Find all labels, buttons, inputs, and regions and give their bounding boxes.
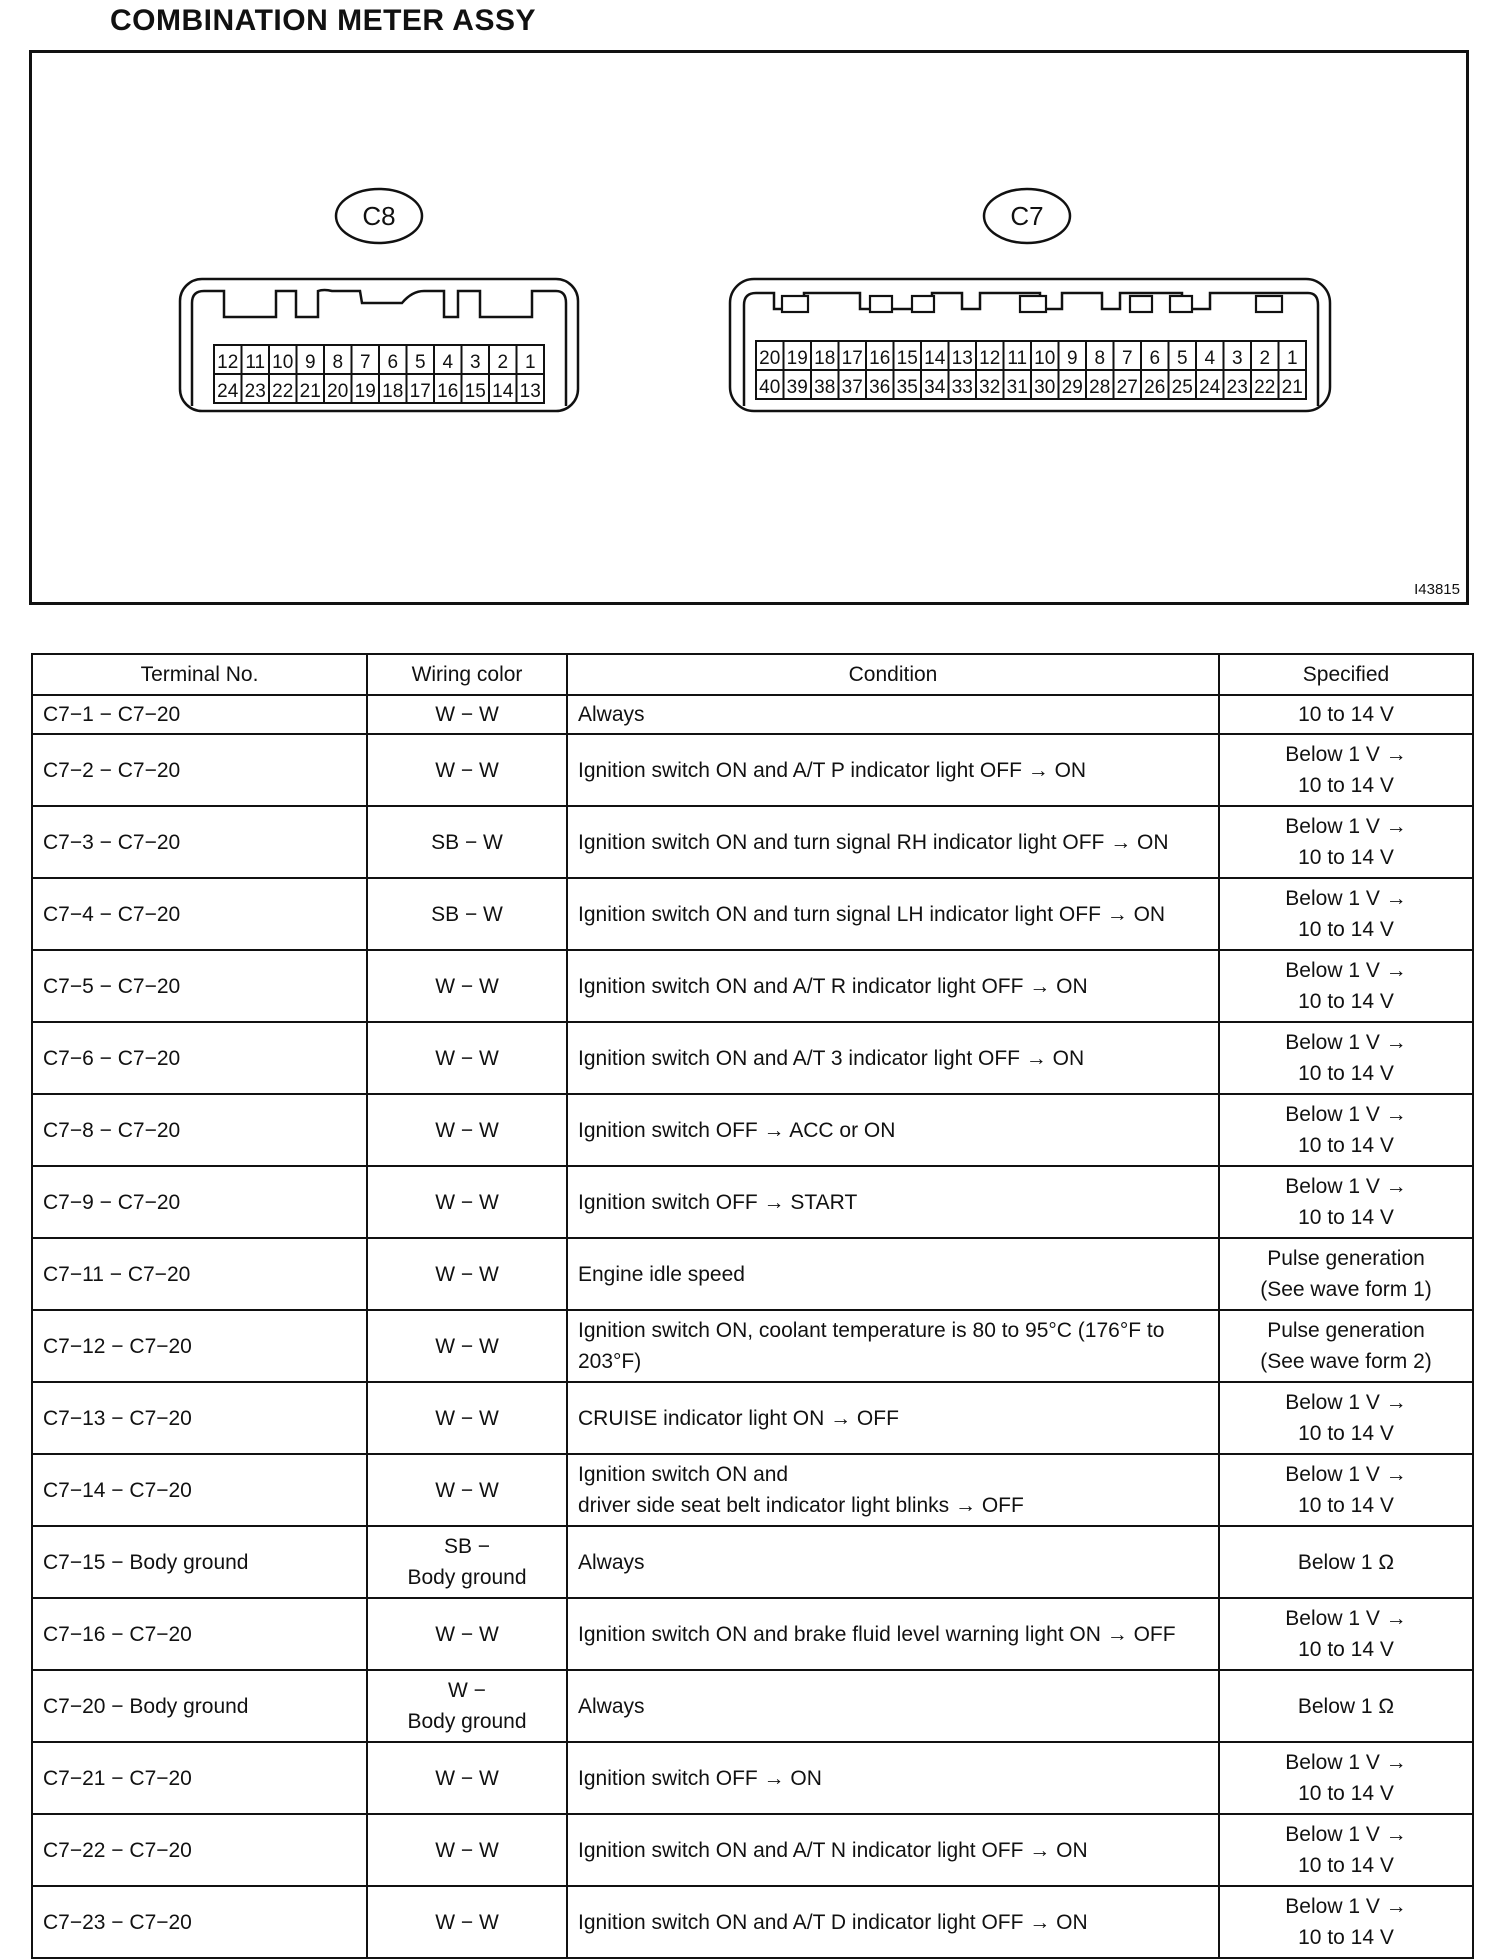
pin-number: 28 [1089,377,1111,398]
pin-number: 17 [841,348,863,369]
table-row [32,1310,1473,1382]
pin-number: 7 [1121,348,1133,369]
cell-wiring-color [367,1886,567,1958]
cell-condition [567,950,1219,1022]
cell-terminal-text: C7−21 − C7−20 [43,1766,192,1790]
cell-terminal [32,1310,367,1382]
cell-condition [567,1022,1219,1094]
cell-specified [1219,878,1473,950]
cell-wiring-color [367,878,567,950]
cell-wiring-color-text: W − W [435,1190,499,1214]
cell-specified-text: Below 1 V → [1285,1895,1407,1918]
cell-condition-text: Ignition switch ON and A/T N indicator light OFF → ON [578,1838,1088,1862]
pin-number: 9 [1066,348,1078,369]
cell-terminal [32,1814,367,1886]
cell-wiring-color-text: SB − W [431,902,503,926]
cell-condition [567,1238,1219,1310]
pin-number: 19 [786,348,808,369]
cell-condition-text: Ignition switch ON and A/T R indicator light OFF → ON [578,974,1088,998]
cell-specified-text: 10 to 14 V [1298,1926,1394,1949]
cell-condition [567,878,1219,950]
cell-specified-text: Below 1 V → [1285,1031,1407,1054]
pin-number: 33 [951,377,973,398]
cell-wiring-color [367,1814,567,1886]
cell-specified-text: 10 to 14 V [1298,1782,1394,1805]
cell-wiring-color [367,1022,567,1094]
cell-specified [1219,734,1473,806]
terminal-spec-table [31,653,1474,1959]
pin-number: 20 [759,348,781,369]
cell-condition [567,734,1219,806]
pin-number: 8 [332,352,344,373]
cell-specified-text: 10 to 14 V [1298,774,1394,797]
cell-wiring-color-text: W − W [435,1046,499,1070]
cell-condition [567,1454,1219,1526]
cell-wiring-color [367,695,567,734]
cell-terminal-text: C7−8 − C7−20 [43,1118,181,1142]
cell-wiring-color-text: W − W [435,1766,499,1790]
cell-wiring-color-text: Body ground [407,1566,527,1589]
cell-specified-text: 10 to 14 V [1298,1422,1394,1445]
cell-wiring-color [367,1670,567,1742]
pin-number: 7 [359,352,371,373]
cell-condition [567,1886,1219,1958]
cell-specified [1219,1238,1473,1310]
cell-specified [1219,1814,1473,1886]
cell-terminal-text: C7−22 − C7−20 [43,1838,192,1862]
pin-number: 4 [1204,348,1216,369]
pin-number: 12 [217,352,239,373]
pin-number: 16 [869,348,891,369]
cell-specified [1219,1454,1473,1526]
cell-specified-text: Below 1 V → [1285,1391,1407,1414]
pin-number: 15 [896,348,918,369]
cell-terminal-text: C7−14 − C7−20 [43,1478,192,1502]
cell-terminal-text: C7−13 − C7−20 [43,1406,192,1430]
pin-number: 22 [272,381,294,402]
pin-number: 21 [299,381,321,402]
header-condition: Condition [567,654,1219,695]
cell-terminal [32,1382,367,1454]
cell-terminal [32,950,367,1022]
cell-condition-text: Ignition switch ON, coolant temperature is 80 to 95°C (176°F to 203°F) [578,1319,1165,1373]
pin-number: 16 [437,381,459,402]
cell-specified [1219,1094,1473,1166]
cell-specified-text: 10 to 14 V [1298,1134,1394,1157]
cell-terminal [32,1742,367,1814]
cell-terminal-text: C7−23 − C7−20 [43,1910,192,1934]
pin-number: 10 [1034,348,1056,369]
pin-number: 29 [1061,377,1083,398]
table-row [32,1670,1473,1742]
cell-terminal [32,1238,367,1310]
cell-specified-text: Below 1 V → [1285,1175,1407,1198]
cell-condition-text: Ignition switch ON and A/T D indicator light OFF → ON [578,1910,1088,1934]
pin-number: 11 [245,352,266,373]
cell-condition-text: Ignition switch ON and A/T 3 indicator light OFF → ON [578,1046,1085,1070]
table-row [32,1526,1473,1598]
cell-specified [1219,1382,1473,1454]
cell-wiring-color-text: Body ground [407,1710,527,1733]
pin-number: 14 [924,348,946,369]
pin-number: 1 [1286,348,1298,369]
cell-condition [567,1598,1219,1670]
cell-condition [567,1094,1219,1166]
cell-terminal-text: C7−2 − C7−20 [43,758,181,782]
cell-terminal-text: C7−12 − C7−20 [43,1334,192,1358]
cell-specified-text: 10 to 14 V [1298,990,1394,1013]
cell-condition [567,1670,1219,1742]
cell-specified-text: 10 to 14 V [1298,1206,1394,1229]
cell-wiring-color-text: W − W [435,1262,499,1286]
cell-condition-text: Ignition switch OFF → ON [578,1766,822,1790]
pin-number: 23 [244,381,266,402]
cell-condition [567,1742,1219,1814]
cell-wiring-color [367,1238,567,1310]
cell-specified-text: 10 to 14 V [1298,846,1394,869]
cell-specified [1219,806,1473,878]
cell-wiring-color [367,1454,567,1526]
cell-terminal [32,1022,367,1094]
cell-condition [567,1814,1219,1886]
pin-number: 2 [497,352,509,373]
cell-terminal-text: C7−20 − Body ground [43,1694,249,1718]
cell-specified-text: Below 1 V → [1285,1607,1407,1630]
cell-condition-text: Ignition switch ON and [578,1463,789,1486]
connector-c8 [180,189,578,411]
cell-specified [1219,1526,1473,1598]
cell-terminal [32,1166,367,1238]
figure-code: I43815 [1414,581,1460,598]
pin-number: 18 [382,381,404,402]
cell-specified [1219,1670,1473,1742]
cell-wiring-color-text: W − W [435,758,499,782]
pin-number: 30 [1034,377,1056,398]
cell-wiring-color-text: W − W [435,703,499,726]
cell-condition-text: Ignition switch ON and brake fluid level warning light ON → OFF [578,1622,1176,1646]
pin-number: 34 [924,377,946,398]
pin-number: 21 [1281,377,1303,398]
cell-wiring-color-text: SB − W [431,830,503,854]
cell-wiring-color-text: W − W [435,1910,499,1934]
connector-diagram [32,53,1466,602]
cell-specified [1219,1166,1473,1238]
cell-terminal-text: C7−6 − C7−20 [43,1046,181,1070]
cell-specified [1219,1310,1473,1382]
cell-terminal-text: C7−1 − C7−20 [43,703,181,726]
cell-condition [567,1166,1219,1238]
cell-condition-text: Always [578,1550,645,1574]
cell-wiring-color [367,1742,567,1814]
cell-specified-text: 10 to 14 V [1298,918,1394,941]
cell-wiring-color-text: W − W [435,1838,499,1862]
cell-specified-text: 10 to 14 V [1298,703,1394,726]
table-row [32,1742,1473,1814]
pin-number: 5 [1176,348,1188,369]
table-row [32,1166,1473,1238]
cell-wiring-color [367,1526,567,1598]
pin-number: 35 [896,377,918,398]
pin-number: 32 [979,377,1001,398]
pin-number: 1 [524,352,536,373]
table-row [32,1814,1473,1886]
cell-terminal [32,1670,367,1742]
pin-number: 26 [1144,377,1166,398]
pin-number: 6 [1149,348,1161,369]
pin-number: 40 [759,377,781,398]
pin-number: 36 [869,377,891,398]
cell-wiring-color-text: W − W [435,1478,499,1502]
pin-number: 9 [304,352,316,373]
cell-condition-text: Always [578,703,645,726]
cell-terminal [32,1886,367,1958]
table-row [32,1382,1473,1454]
cell-terminal-text: C7−11 − C7−20 [43,1262,191,1286]
cell-wiring-color-text: W − W [435,1118,499,1142]
cell-specified-text: Pulse generation [1267,1319,1425,1342]
cell-specified-text: Below 1 Ω [1297,1694,1395,1718]
cell-wiring-color [367,1598,567,1670]
pin-number: 27 [1116,377,1138,398]
pin-number: 15 [464,381,486,402]
cell-wiring-color [367,1310,567,1382]
cell-specified-text: Below 1 V → [1285,815,1407,838]
pin-number: 14 [492,381,514,402]
cell-terminal [32,695,367,734]
cell-specified-text: Below 1 V → [1285,1751,1407,1774]
pin-number: 10 [272,352,294,373]
cell-specified-text: (See wave form 2) [1260,1350,1432,1373]
connector-c8-label: C8 [362,201,396,231]
pin-number: 23 [1226,377,1248,398]
cell-terminal [32,1598,367,1670]
cell-terminal [32,806,367,878]
cell-condition [567,695,1219,734]
pin-number: 4 [442,352,454,373]
pin-number: 18 [814,348,836,369]
cell-condition-text: driver side seat belt indicator light blinks → OFF [578,1494,1024,1517]
pin-number: 24 [217,381,239,402]
cell-terminal [32,1094,367,1166]
cell-condition [567,1310,1219,1382]
cell-wiring-color-text: SB − [443,1535,491,1558]
cell-condition-text: Ignition switch OFF → START [578,1190,858,1214]
cell-condition [567,1382,1219,1454]
cell-condition-text: Ignition switch ON and turn signal RH indicator light OFF → ON [578,830,1169,854]
pin-number: 20 [327,381,349,402]
cell-specified [1219,695,1473,734]
cell-specified-text: Pulse generation [1267,1247,1425,1270]
pin-number: 37 [841,377,863,398]
connector-figure [29,50,1469,605]
cell-terminal-text: C7−4 − C7−20 [43,902,181,926]
table-row [32,806,1473,878]
cell-specified [1219,1886,1473,1958]
cell-specified-text: 10 to 14 V [1298,1854,1394,1877]
cell-terminal-text: C7−9 − C7−20 [43,1190,181,1214]
cell-condition-text: Ignition switch ON and turn signal LH indicator light OFF → ON [578,902,1166,926]
cell-condition-text: Always [578,1694,645,1718]
table-row [32,1022,1473,1094]
cell-terminal [32,1454,367,1526]
cell-condition [567,806,1219,878]
header-terminal: Terminal No. [32,654,367,695]
cell-terminal [32,734,367,806]
pin-number: 25 [1171,377,1193,398]
cell-specified [1219,1742,1473,1814]
cell-terminal-text: C7−15 − Body ground [43,1550,249,1574]
table-row [32,1598,1473,1670]
cell-wiring-color-text: W − W [435,1622,499,1646]
cell-specified-text: (See wave form 1) [1260,1278,1432,1301]
pin-number: 24 [1199,377,1221,398]
pin-number: 6 [387,352,399,373]
cell-condition-text: Ignition switch OFF → ACC or ON [578,1118,896,1142]
cell-wiring-color [367,950,567,1022]
cell-specified-text: Below 1 Ω [1297,1550,1395,1574]
connector-c7-label: C7 [1010,201,1044,231]
cell-wiring-color [367,806,567,878]
pin-number: 8 [1094,348,1106,369]
pin-number: 22 [1254,377,1276,398]
pin-number: 3 [1231,348,1243,369]
table-row [32,1886,1473,1958]
table-row [32,695,1473,734]
cell-specified [1219,1022,1473,1094]
cell-specified-text: Below 1 V → [1285,743,1407,766]
cell-terminal-text: C7−5 − C7−20 [43,974,181,998]
cell-specified-text: Below 1 V → [1285,1463,1407,1486]
cell-terminal-text: C7−3 − C7−20 [43,830,181,854]
cell-wiring-color-text: W − [448,1679,486,1702]
cell-wiring-color [367,1094,567,1166]
cell-specified-text: 10 to 14 V [1298,1494,1394,1517]
pin-number: 5 [414,352,426,373]
pin-number: 11 [1007,348,1028,369]
table-row [32,1094,1473,1166]
cell-condition-text: Engine idle speed [578,1262,745,1286]
table-row [32,1238,1473,1310]
pin-number: 13 [951,348,973,369]
cell-specified-text: 10 to 14 V [1298,1638,1394,1661]
page-title: COMBINATION METER ASSY [110,4,537,37]
header-wiring-color: Wiring color [367,654,567,695]
cell-condition-text: CRUISE indicator light ON → OFF [578,1406,899,1430]
cell-specified [1219,1598,1473,1670]
pin-number: 31 [1006,377,1028,398]
cell-wiring-color-text: W − W [435,1334,499,1358]
cell-condition [567,1526,1219,1598]
pin-number: 13 [519,381,541,402]
cell-specified [1219,950,1473,1022]
cell-specified-text: 10 to 14 V [1298,1062,1394,1085]
cell-condition-text: Ignition switch ON and A/T P indicator light OFF → ON [578,758,1087,782]
cell-terminal [32,878,367,950]
pin-number: 39 [786,377,808,398]
table-row [32,950,1473,1022]
pin-number: 3 [469,352,481,373]
connector-c7 [730,189,1330,411]
cell-specified-text: Below 1 V → [1285,887,1407,910]
cell-wiring-color [367,734,567,806]
cell-wiring-color-text: W − W [435,1406,499,1430]
cell-specified-text: Below 1 V → [1285,1823,1407,1846]
cell-specified-text: Below 1 V → [1285,1103,1407,1126]
cell-wiring-color [367,1382,567,1454]
pin-number: 19 [354,381,376,402]
cell-specified-text: Below 1 V → [1285,959,1407,982]
table-header-row [32,654,1473,695]
cell-terminal-text: C7−16 − C7−20 [43,1622,192,1646]
pin-number: 17 [409,381,431,402]
pin-number: 2 [1259,348,1271,369]
pin-number: 38 [814,377,836,398]
table-row [32,1454,1473,1526]
header-specified: Specified [1219,654,1473,695]
pin-number: 12 [979,348,1001,369]
cell-terminal [32,1526,367,1598]
table-row [32,878,1473,950]
cell-wiring-color-text: W − W [435,974,499,998]
table-row [32,734,1473,806]
cell-wiring-color [367,1166,567,1238]
